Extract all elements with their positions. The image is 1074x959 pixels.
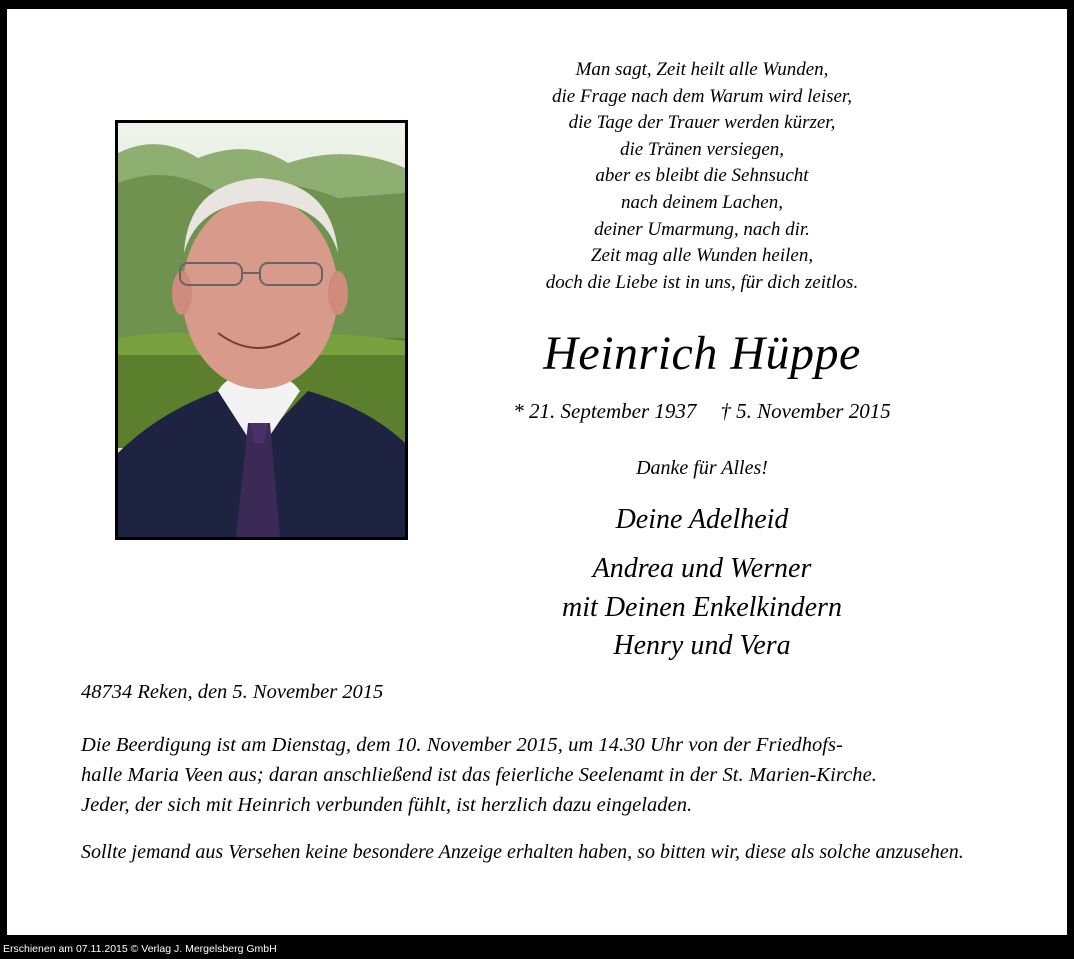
life-dates xyxy=(427,399,977,424)
portrait-image xyxy=(118,123,405,537)
place-date-text: 48734 Reken, den 5. November 2015 xyxy=(81,681,384,703)
funeral-line: Die Beerdigung ist am Dienstag, dem 10. November 2015, um 14.30 Uhr von der Friedhofs- xyxy=(81,734,843,756)
poem-line: Zeit mag alle Wunden heilen, xyxy=(590,245,814,267)
place-date xyxy=(81,677,999,707)
funeral-line: halle Maria Veen aus; daran anschließend ist das feierliche Seelenamt in der St. Marien-Kirche. xyxy=(81,764,877,786)
poem xyxy=(427,57,977,296)
poem-line: Man sagt, Zeit heilt alle Wunden, xyxy=(575,59,829,80)
birth-date: * 21. September 1937 xyxy=(513,399,697,423)
poem-line: die Tage der Trauer werden kürzer, xyxy=(568,112,836,134)
family-member: Andrea und Werner xyxy=(592,553,812,584)
notice-text: Sollte jemand aus Versehen keine besondere Anzeige erhalten haben, so bitten wir, diese als solche anzusehen. xyxy=(81,841,964,863)
funeral-line: Jeder, der sich mit Heinrich verbunden fühlt, ist herzlich dazu eingeladen. xyxy=(81,794,693,816)
poem-line: aber es bleibt die Sehnsucht xyxy=(595,165,809,187)
poem-line: die Frage nach dem Warum wird leiser, xyxy=(552,85,852,107)
family-member: Deine Adelheid xyxy=(615,504,789,535)
poem-line: die Tränen versiegen, xyxy=(619,138,785,160)
publication-footer: Erschienen am 07.11.2015 © Verlag J. Mergelsberg GmbH xyxy=(3,943,277,955)
thanks-line: Danke für Alles! xyxy=(636,457,768,479)
death-date: † 5. November 2015 xyxy=(720,399,891,423)
poem-line: deiner Umarmung, nach dir. xyxy=(594,218,810,240)
family-member: mit Deinen Enkelkindern xyxy=(562,592,842,623)
funeral-details xyxy=(81,730,999,820)
deceased-name: Heinrich Hüppe xyxy=(543,327,861,380)
obituary-card xyxy=(7,9,1067,935)
notice xyxy=(81,838,999,866)
poem-line: nach deinem Lachen, xyxy=(621,191,783,213)
family-member: Henry und Vera xyxy=(613,630,791,661)
poem-line: doch die Liebe ist in uns, für dich zeitlos. xyxy=(545,271,859,293)
portrait-photo xyxy=(115,120,408,540)
